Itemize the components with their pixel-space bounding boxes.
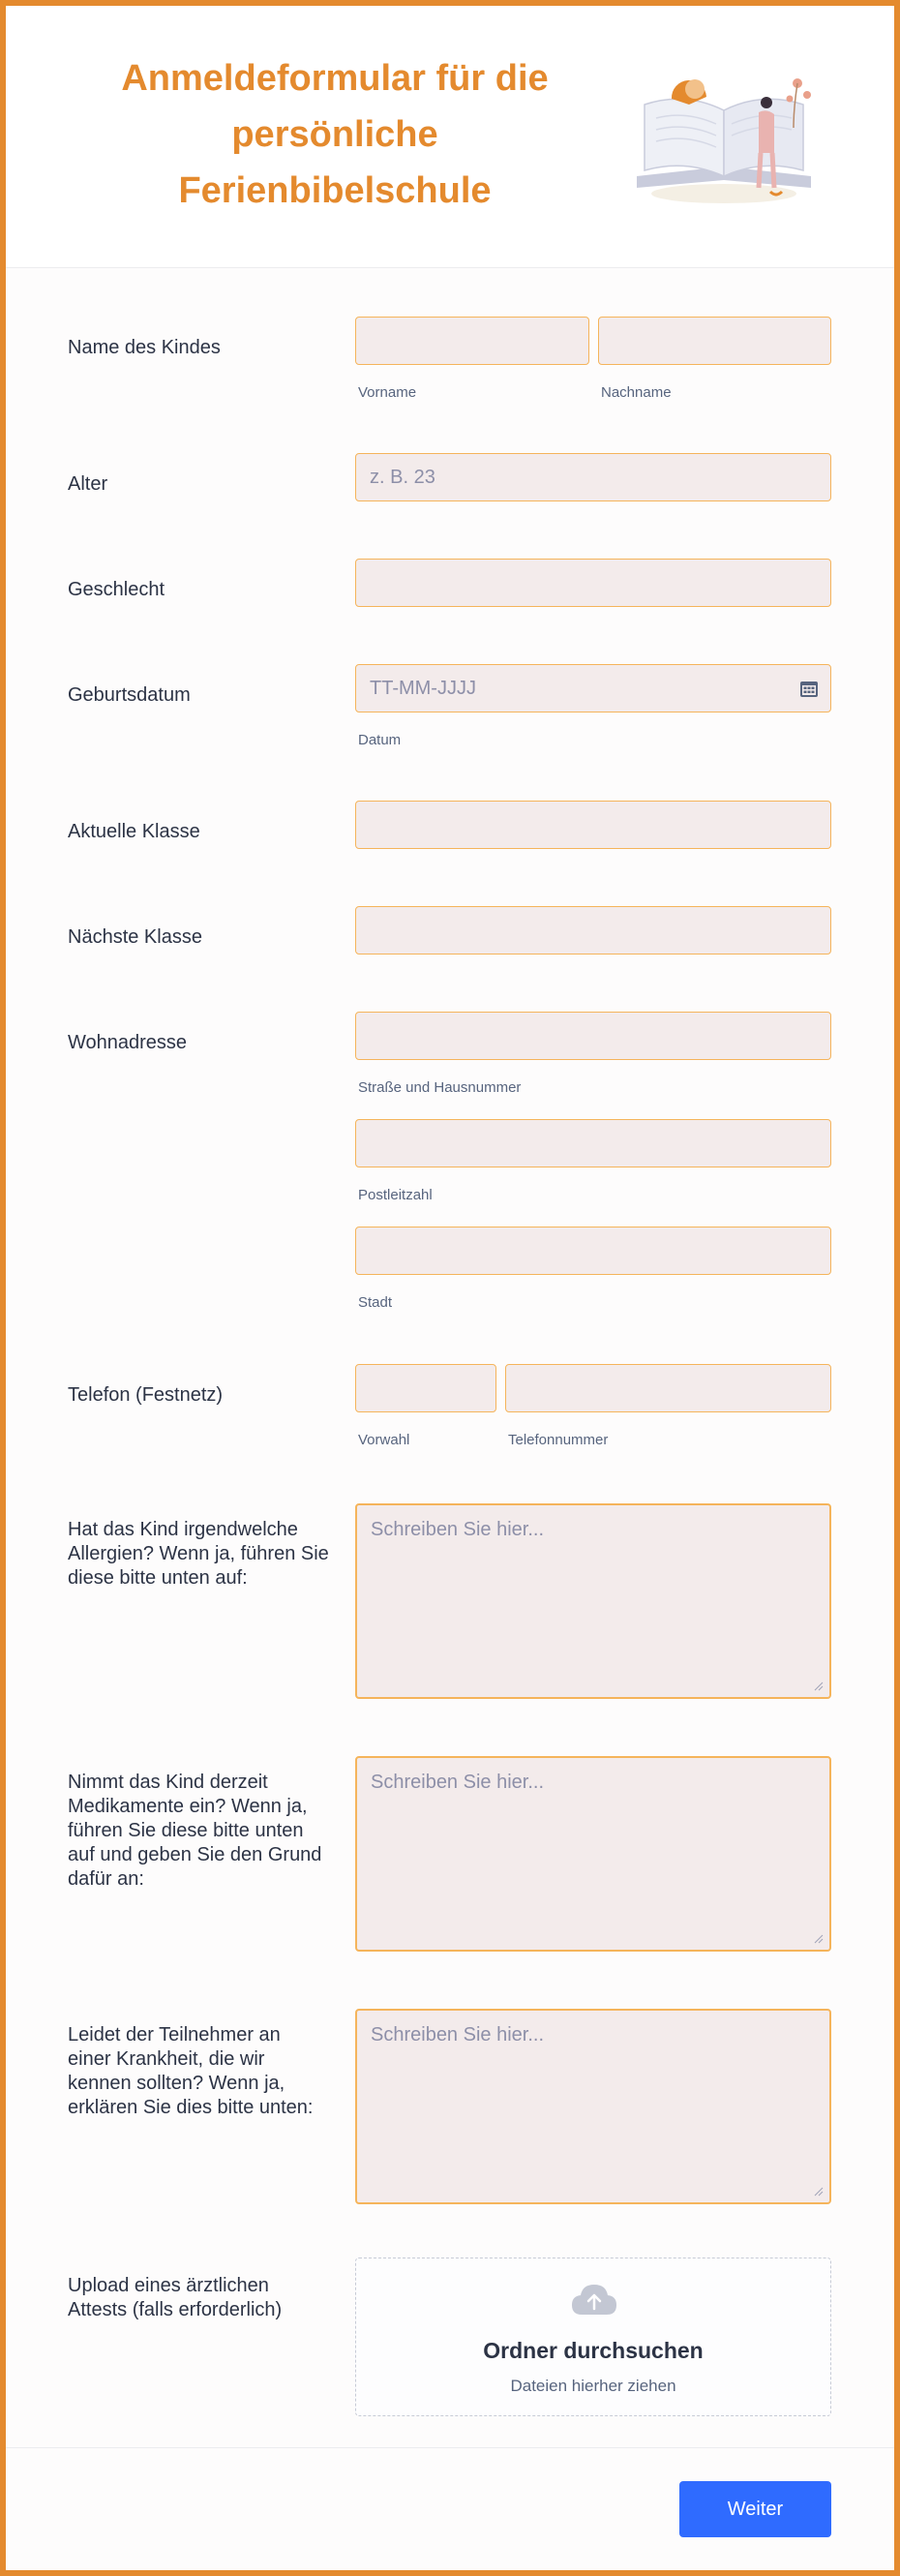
first-name-sublabel: Vorname <box>358 384 417 401</box>
address-label: Wohnadresse <box>68 1032 188 1053</box>
phone-number-sublabel: Telefonnummer <box>508 1432 609 1448</box>
street-field[interactable] <box>355 1012 831 1060</box>
city-input[interactable] <box>356 1227 830 1274</box>
medication-field[interactable] <box>355 1756 831 1952</box>
name-label: Name des Kindes <box>68 337 221 358</box>
zip-sublabel: Postleitzahl <box>358 1187 433 1203</box>
age-label: Alter <box>68 473 108 495</box>
title-line: Anmeldeformular für die <box>121 58 549 99</box>
zip-field[interactable] <box>355 1119 831 1167</box>
label-line: Nimmt das Kind derzeit <box>68 1772 268 1793</box>
form-title <box>54 50 615 219</box>
area-code-sublabel: Vorwahl <box>358 1432 410 1448</box>
illness-label <box>68 2023 314 2120</box>
label-line: Attests (falls erforderlich) <box>68 2299 283 2320</box>
phone-number-input[interactable] <box>506 1365 830 1411</box>
upload-label <box>68 2274 282 2322</box>
current-class-input[interactable] <box>356 802 830 848</box>
illness-field[interactable] <box>355 2009 831 2204</box>
cloud-upload-icon <box>570 2282 618 2317</box>
next-class-label: Nächste Klasse <box>68 926 202 948</box>
title-line: persönliche <box>231 114 438 155</box>
birthdate-label: Geburtsdatum <box>68 684 191 706</box>
open-book-illustration <box>627 70 830 215</box>
area-code-input[interactable] <box>356 1365 495 1411</box>
label-line: einer Krankheit, die wir <box>68 2048 265 2070</box>
label-line: erklären Sie dies bitte unten: <box>68 2097 314 2118</box>
gender-label: Geschlecht <box>68 579 165 600</box>
allergies-label <box>68 1518 329 1591</box>
file-upload-dropzone[interactable] <box>355 2258 831 2416</box>
label-line: Allergien? Wenn ja, führen Sie <box>68 1543 329 1564</box>
allergies-field[interactable] <box>355 1503 831 1699</box>
age-field[interactable] <box>355 453 831 501</box>
street-sublabel: Straße und Hausnummer <box>358 1079 522 1096</box>
medication-label <box>68 1771 321 1892</box>
calendar-icon[interactable] <box>799 679 819 698</box>
last-name-input[interactable] <box>599 318 830 364</box>
next-button[interactable]: Weiter <box>679 2481 831 2537</box>
resize-handle-icon[interactable] <box>814 1934 824 1944</box>
area-code-field[interactable] <box>355 1364 496 1412</box>
birthdate-input[interactable] <box>356 665 830 712</box>
label-line: Upload eines ärztlichen <box>68 2275 269 2296</box>
street-input[interactable] <box>356 1013 830 1059</box>
label-line: Leidet der Teilnehmer an <box>68 2024 281 2046</box>
label-line: führen Sie diese bitte unten <box>68 1820 304 1841</box>
browse-files-button[interactable]: Ordner durchsuchen <box>483 2338 704 2363</box>
birthdate-sublabel: Datum <box>358 732 402 748</box>
current-class-label: Aktuelle Klasse <box>68 821 200 842</box>
city-field[interactable] <box>355 1227 831 1275</box>
label-line: auf und geben Sie den Grund <box>68 1844 322 1865</box>
resize-handle-icon[interactable] <box>814 2187 824 2197</box>
label-line: Hat das Kind irgendwelche <box>68 1519 298 1540</box>
label-line: kennen sollten? Wenn ja, <box>68 2073 285 2094</box>
current-class-field[interactable] <box>355 801 831 849</box>
birthdate-field[interactable] <box>355 664 831 712</box>
allergies-textarea[interactable] <box>357 1505 829 1697</box>
city-sublabel: Stadt <box>358 1294 393 1311</box>
drop-hint: Dateien hierher ziehen <box>510 2377 676 2395</box>
label-line: diese bitte unten auf: <box>68 1567 248 1589</box>
phone-number-field[interactable] <box>505 1364 831 1412</box>
medication-textarea[interactable] <box>357 1758 829 1950</box>
first-name-input[interactable] <box>356 318 588 364</box>
zip-input[interactable] <box>356 1120 830 1167</box>
last-name-sublabel: Nachname <box>601 384 672 401</box>
gender-input[interactable] <box>356 560 830 606</box>
gender-field[interactable] <box>355 559 831 607</box>
next-class-input[interactable] <box>356 907 830 954</box>
first-name-field[interactable] <box>355 317 589 365</box>
phone-label: Telefon (Festnetz) <box>68 1384 224 1406</box>
last-name-field[interactable] <box>598 317 831 365</box>
resize-handle-icon[interactable] <box>814 1682 824 1691</box>
footer-divider <box>6 2447 894 2448</box>
next-class-field[interactable] <box>355 906 831 955</box>
illness-textarea[interactable] <box>357 2011 829 2202</box>
form-header <box>6 6 894 268</box>
title-line: Ferienbibelschule <box>178 170 492 211</box>
age-input[interactable] <box>356 454 830 500</box>
label-line: dafür an: <box>68 1868 144 1890</box>
label-line: Medikamente ein? Wenn ja, <box>68 1796 308 1817</box>
